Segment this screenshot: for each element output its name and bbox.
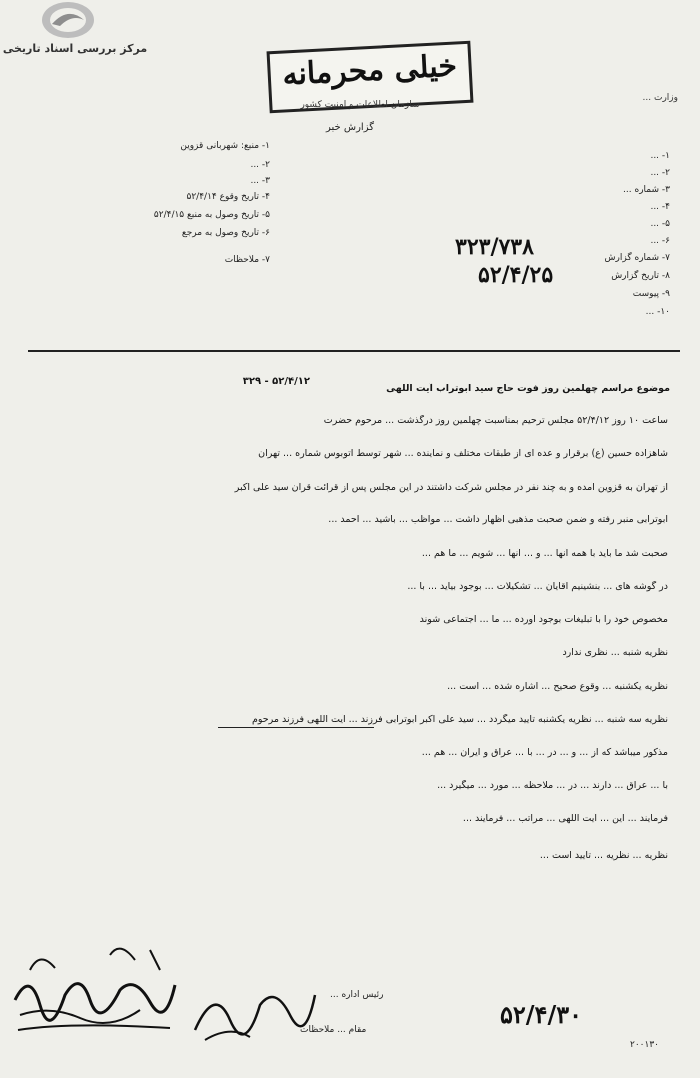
right-field: ۲- ... [650,168,670,178]
handwritten-signature-left-icon [10,930,180,1040]
left-field: ۱- منبع: شهربانی قزوین [180,141,270,151]
right-field: ۸- تاریخ گزارش [611,271,670,281]
right-field: ۷- شماره گزارش [604,253,670,263]
department-label: گزارش خبر [326,122,374,133]
right-field: ۱۰- ... [645,307,670,317]
bottom-corner-number: ۲۰۰۱۳۰ [630,1040,660,1050]
body-line: مخصوص خود را با تبلیغات بوجود آورده ... ما ... اجتماعی شوند [419,614,668,625]
right-field: ۱- ... [650,151,670,161]
body-line: در گوشه های ... بنشینیم آقایان ... تشکیلات ... بوجود بیاید ... با ... [407,581,668,592]
left-field: ۴- تاریخ وقوع ۵۲/۴/۱۴ [186,192,270,202]
body-line: فرمایند ... این ... آیت اللهی ... مراتب ... فرمایند ... [462,813,668,824]
body-line: مذکور میباشد که از ... و ... در ... با ... عراق و ایران ... هم ... [421,747,668,758]
signature-caption: مقام ... ملاحظات [300,1025,367,1035]
margin-number: ۵۲/۴/۱۲ - ۳۲۹ [242,376,310,387]
left-field: ۲- ... [250,160,270,170]
header-divider [28,350,680,352]
right-field: ۵- ... [650,219,670,229]
body-line: شاهزاده حسین (ع) برقرار و عده ای از طبقات مختلف و نماینده ... شهر توسط اتوبوس شماره ... تهران [258,448,668,459]
left-field: ۷- ملاحظات [224,255,270,265]
handwritten-date: ۵۲/۴/۳۰ [500,1000,582,1029]
logo-caption: مرکز بررسی اسناد تاریخی [2,42,148,55]
report-date: ۵۲/۴/۲۵ [478,262,554,288]
stamp-subtitle: سازمان اطلاعات و امنیت کشور [300,100,420,110]
body-line: از تهران به قزوین آمده و به چند نفر در مجلس شرکت داشتند در این مجلس پس از قرائت قرآن سید علی اکبر [234,482,668,493]
underline-mark [218,727,374,728]
subject-line: موضوع مراسم چهلمین روز فوت حاج سید ابوتراب آیت اللهی [386,383,670,394]
right-field: ۶- ... [650,236,670,246]
left-field: ۳- ... [250,176,270,186]
body-line: نظریه یکشنبه ... وقوع صحیح ... اشاره شده ... است ... [447,681,668,692]
right-field: ۳- شماره ... [623,185,670,195]
body-line: نظریه سه شنبه ... نظریه یکشنبه تایید میگردد ... سید علی اکبر ابوترابی فرزند ... آیت اللهی فرزند مرحوم [251,714,668,725]
body-line: با ... عراق ... دارند ... در ... ملاحظه ... مورد ... میگیرد ... [437,780,668,791]
body-line: ابوترابی منبر رفته و ضمن صحبت مذهبی اظهار داشت ... مواظب ... باشید ... احمد ... [328,514,668,525]
archive-logo-icon [38,0,98,40]
stamp-title: خیلی محرمانه [281,48,458,93]
signature-label: رئیس اداره ... [330,990,384,1000]
left-field: ۶- تاریخ وصول به مرجع [181,228,270,238]
top-right-note: وزارت ... [642,93,678,103]
body-line: صحبت شد ما باید با همه آنها ... و ... آنها ... شویم ... ما هم ... [421,548,668,559]
body-line: ساعت ۱۰ روز ۵۲/۴/۱۲ مجلس ترحیم بمناسبت چهلمین روز درگذشت ... مرحوم حضرت [323,415,668,426]
right-field: ۹- پیوست [632,289,670,299]
body-line: نظریه ... نظریه ... تایید است ... [539,850,668,861]
left-field: ۵- تاریخ وصول به منبع ۵۲/۴/۱۵ [153,210,270,220]
report-number: ۳۲۳/۷۳۸ [455,234,534,260]
right-field: ۴- ... [650,202,670,212]
body-line: نظریه شنبه ... نظری ندارد [562,647,668,658]
